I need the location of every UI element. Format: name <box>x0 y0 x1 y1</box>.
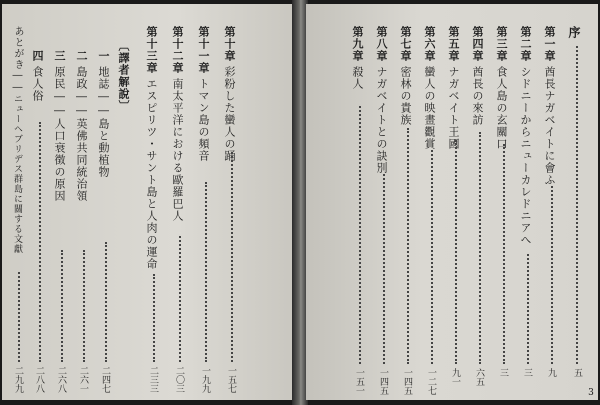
dash-icon: ―― <box>75 90 88 118</box>
page-number: 二四七 <box>100 366 110 393</box>
toc-entry-ch5 <box>448 26 459 150</box>
appendix-label: 一 <box>97 50 110 62</box>
dot-leader <box>383 174 385 364</box>
afterword-entry <box>12 26 22 254</box>
page-number: 一四五 <box>402 368 412 395</box>
toc-entry-ch8 <box>376 26 387 174</box>
chapter-label: 第三章 <box>495 26 508 62</box>
chapter-title: 南太平洋における歐羅巴人 <box>171 78 184 222</box>
toc-entry-ch3 <box>496 26 507 150</box>
appendix-entry-1 <box>98 50 109 178</box>
chapter-title: シドニーからニューカレドニアへ <box>519 66 532 246</box>
dot-leader <box>503 144 505 364</box>
chapter-title: トマン島の頻音 <box>197 78 210 162</box>
dot-leader <box>527 254 529 364</box>
chapter-label: 第十二章 <box>171 26 184 74</box>
chapter-label: 第八章 <box>375 26 388 62</box>
dot-leader <box>153 274 155 362</box>
appendix-sub: 人口衰徴の原因 <box>53 118 66 202</box>
page-number: 五 <box>572 368 582 377</box>
chapter-label: 第二章 <box>519 26 532 62</box>
corner-mark: 3 <box>586 388 596 398</box>
dot-leader <box>551 186 553 364</box>
dot-leader <box>431 150 433 364</box>
toc-entry-ch7 <box>400 26 411 126</box>
page-number: 二九九 <box>13 366 23 393</box>
chapter-label: 第四章 <box>471 26 484 62</box>
dash-icon: ―― <box>53 90 66 118</box>
appendix-entry-2 <box>76 50 87 202</box>
chapter-title: エスピリツ・サント島と人肉の運命 <box>145 78 158 270</box>
page-number: 二六八 <box>56 366 66 393</box>
chapter-label: 第五章 <box>447 26 460 62</box>
toc-entry-ch2 <box>520 26 531 246</box>
page-number: 三 <box>498 368 508 377</box>
chapter-label: 第九章 <box>351 26 364 62</box>
page-number: 二〇三 <box>174 366 184 393</box>
dot-leader <box>455 140 457 364</box>
appendix-heading: 〔譯者解說〕 <box>117 40 130 112</box>
page-number: 九一 <box>450 368 460 386</box>
appendix-label: 四 <box>31 50 44 62</box>
chapter-title: 食人島の玄關口 <box>495 66 508 150</box>
dash-icon: ―― <box>12 70 23 94</box>
toc-entry-ch4 <box>472 26 483 126</box>
preface-heading: 序 <box>567 26 581 39</box>
toc-entry-ch6 <box>424 26 435 150</box>
appendix-entry-3 <box>54 50 65 202</box>
page-number: 二六一 <box>78 366 88 393</box>
chapter-title: 殺人 <box>351 66 364 90</box>
dot-leader <box>18 272 20 362</box>
chapter-title: 酋長の來訪 <box>471 66 484 126</box>
toc-entry-ch12 <box>172 26 183 222</box>
chapter-label: 第六章 <box>423 26 436 62</box>
dot-leader <box>231 152 233 362</box>
appendix-title: 原民 <box>53 66 66 90</box>
chapter-title: 酋長ナガベイトに會ふ <box>543 66 556 186</box>
afterword-title: あとがき <box>12 26 23 70</box>
dot-leader <box>39 122 41 362</box>
page-number: 一九九 <box>200 366 210 393</box>
dot-leader <box>576 46 578 364</box>
chapter-label: 第十一章 <box>197 26 210 74</box>
chapter-title: ナガベイトとの訣別 <box>375 66 388 174</box>
dot-leader <box>83 250 85 362</box>
toc-entry-ch1 <box>544 26 555 186</box>
toc-entry-ch11 <box>198 26 209 162</box>
chapter-title: 蠻人の映畫觀賞 <box>423 66 436 150</box>
page-number: 一二七 <box>426 368 436 395</box>
page-number: 一五七 <box>226 366 236 393</box>
appendix-label: 二 <box>75 50 88 62</box>
toc-entry-ch9 <box>352 26 363 90</box>
dot-leader <box>407 128 409 364</box>
appendix-entry-4 <box>32 50 43 102</box>
toc-entry-ch10 <box>224 26 235 162</box>
page-number: 九 <box>546 368 556 377</box>
dot-leader <box>105 242 107 362</box>
chapter-title: ナガベイト王國 <box>447 66 460 150</box>
dash-icon: ―― <box>97 90 110 118</box>
right-page <box>306 4 598 400</box>
chapter-label: 第一章 <box>543 26 556 62</box>
chapter-label: 第七章 <box>399 26 412 62</box>
appendix-title: 島政 <box>75 66 88 90</box>
dot-leader <box>479 132 481 364</box>
page-number: 二八八 <box>34 366 44 393</box>
chapter-label: 第十章 <box>223 26 236 62</box>
chapter-label: 第十三章 <box>145 26 158 74</box>
page-number: 二三三 <box>148 366 158 393</box>
appendix-title: 食人俗 <box>31 66 44 102</box>
dot-leader <box>61 250 63 362</box>
appendix-title: 地誌 <box>97 66 110 90</box>
appendix-sub: 島と動植物 <box>97 118 110 178</box>
page-number: 一四五 <box>378 368 388 395</box>
dot-leader <box>359 106 361 364</box>
appendix-label: 三 <box>53 50 66 62</box>
chapter-title: 密林の貴族 <box>399 66 412 126</box>
appendix-sub: 英佛共同統治領 <box>75 118 88 202</box>
chapter-title: 彩粉した蠻人の踊 <box>223 66 236 162</box>
page-number: 六五 <box>474 368 484 386</box>
page-number: 一五一 <box>354 368 364 395</box>
left-page <box>2 4 294 400</box>
dot-leader <box>179 236 181 362</box>
afterword-sub: ニューヘブリデス群島に關する文獻 <box>12 94 22 254</box>
toc-entry-ch13 <box>146 26 157 270</box>
page-number: 三 <box>522 368 532 377</box>
dot-leader <box>205 182 207 362</box>
